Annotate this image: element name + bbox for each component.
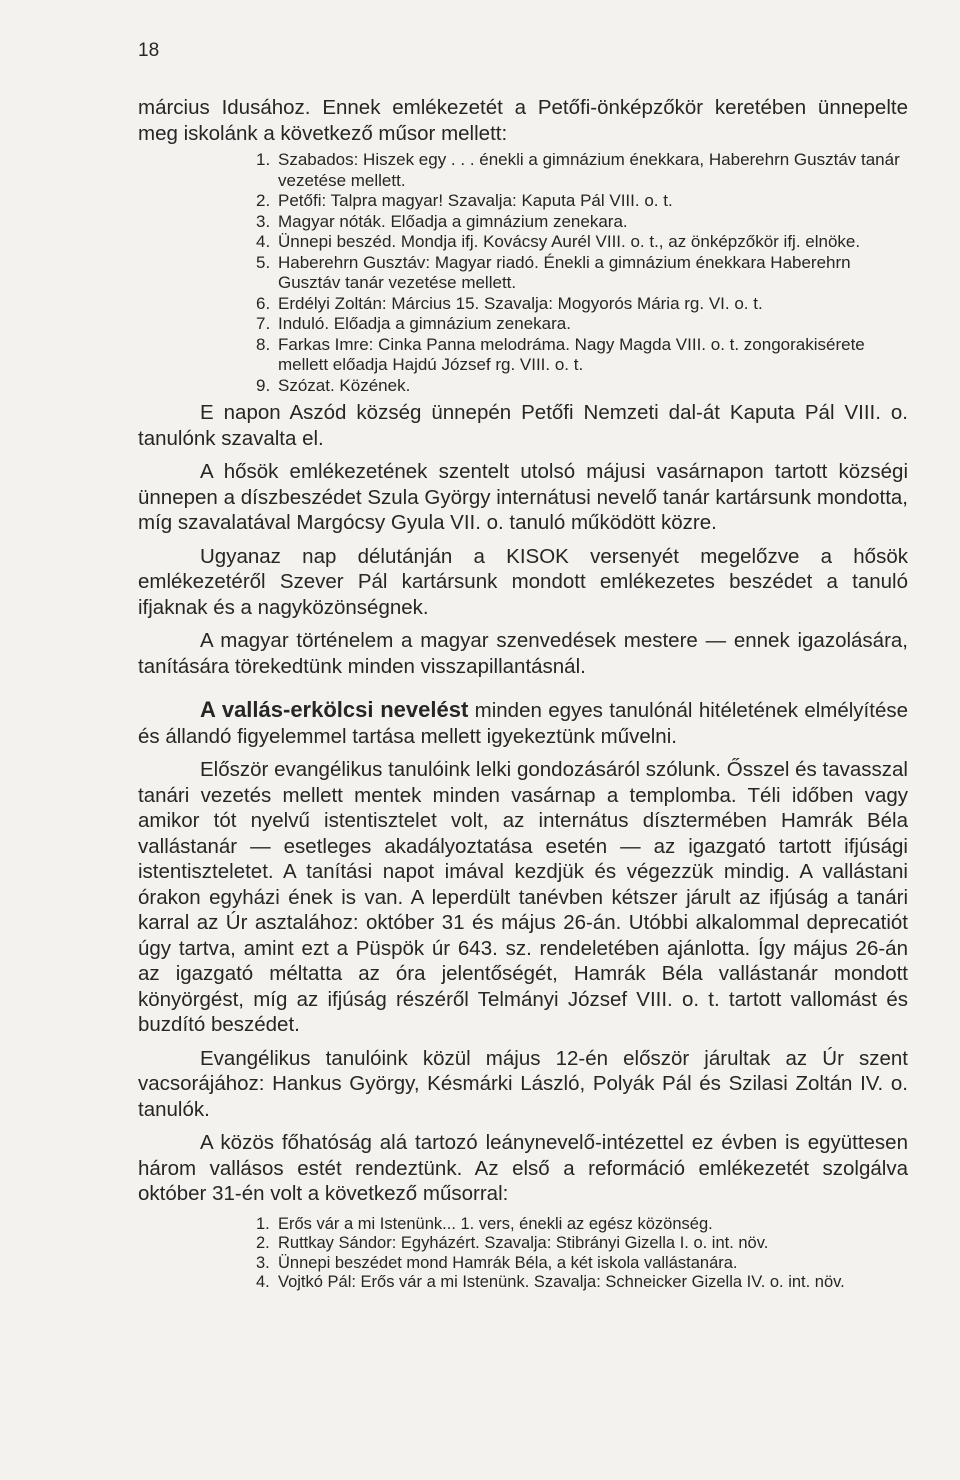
list-item — [256, 232, 908, 253]
item-text: Ünnepi beszéd. Mondja ifj. Kovácsy Aurél VIII. o. t., az önképzőkör ifj. elnöke. — [278, 232, 861, 251]
paragraph-history: A magyar történelem a magyar szenvedések mestere — ennek igazolására, tanítására törekedtünk minden visszapillantásnál. — [138, 629, 908, 678]
item-text: Vojtkó Pál: Erős vár a mi Istenünk. Szavalja: Schneicker Gizella IV. o. int. növ. — [278, 1273, 845, 1291]
list-item — [256, 335, 908, 376]
item-number: 4. — [256, 232, 271, 251]
item-number: 7. — [256, 314, 271, 333]
item-number: 8. — [256, 334, 271, 354]
section-heading: A vallás-erkölcsi nevelést — [200, 697, 469, 722]
item-text: Haberehrn Gusztáv: Magyar riadó. Énekli a gimnázium énekkara Haberehrn Gusztáv tanár vezetése mellett. — [278, 252, 851, 292]
paragraph-evangelical-care: Először evangélikus tanulóink lelki gondozásáról szólunk. Ősszel és tavasszal tanári vezetés mellett mentek minden vasárnap a templomba. Téli időben vagy amikor tót nyelvű istentisztelet volt, az internátus dísztermében Hamrák Béla vallástanár — esetleges akadályoztatása esetén — az igazgató tartott ifjúsági istentiszteletet. A tanítási napot imával kezdjük és végezzük mindig. A vallástani órakon egyházi ének is van. A leperdült tanévben kétszer járult az ifjúság a tanári karral az Úr asztalához: október 31 és május 26-án. Utóbbi alkalommal deprecatiót úgy tartva, amint ezt a Püspök úr 643. sz. rendeletében ajánlotta. Így május 26-án az igazgató méltatta az óra jelentőségét, Hamrák Béla vallástanár mondott könyörgést, míg az ifjúság részéről Telmányi József VIII. o. t. tartott vallomást és buzdító beszédet. — [138, 758, 908, 1036]
list-item — [256, 253, 908, 294]
list-item — [256, 1234, 908, 1254]
item-text: Ruttkay Sándor: Egyházért. Szavalja: Stibrányi Gizella I. o. int. növ. — [278, 1234, 769, 1252]
item-number: 3. — [256, 211, 271, 231]
paragraph-communion: Evangélikus tanulóink közül május 12-én először járultak az Úr szent vacsorájához: Hankus György, Késmárki László, Polyák Pál és Szilasi Zoltán IV. o. tanulók. — [138, 1046, 908, 1121]
item-text: Szabados: Hiszek egy . . . énekli a gimnázium énekkara, Haberehrn Gusztáv tanár vezetése mellett. — [278, 150, 900, 190]
intro-paragraph: március Idusához. Ennek emlékezetét a Petőfi-önképzőkör keretében ünnepelte meg iskolánk a következő műsor mellett: — [138, 96, 908, 145]
page-number: 18 — [138, 40, 160, 61]
item-number: 2. — [256, 1234, 270, 1252]
paragraph-religious-education — [138, 697, 908, 749]
item-number: 6. — [256, 293, 271, 313]
item-text: Erdélyi Zoltán: Március 15. Szavalja: Mogyorós Mária rg. VI. o. t. — [278, 293, 763, 313]
list-item — [256, 376, 908, 397]
item-text: Farkas Imre: Cinka Panna melodráma. Nagy Magda VIII. o. t. zongorakisérete mellett előadja Hajdú József rg. VIII. o. t. — [278, 334, 865, 374]
paragraph-kisok: Ugyanaz nap délutánján a KISOK versenyét megelőzve a hősök emlékezetéről Szever Pál kartársunk mondott emlékezetes beszédet a tanuló ifjaknak és a nagyközönségnek. — [138, 544, 908, 619]
list-item — [256, 212, 908, 233]
paragraph-religious-evenings: A közös főhatóság alá tartozó leánynevelő-intézettel ez évben is együttesen három vallásos estét rendeztünk. Az első a reformáció emlékezetét szolgálva október 31-én volt a következő műsorral: — [138, 1131, 908, 1205]
item-number: 1. — [256, 1214, 270, 1233]
item-text: Petőfi: Talpra magyar! Szavalja: Kaputa Pál VIII. o. t. — [278, 191, 673, 210]
item-text: Induló. Előadja a gimnázium zenekara. — [278, 314, 571, 333]
list-item — [256, 1215, 908, 1235]
list-item — [256, 150, 908, 191]
program-list-march — [138, 150, 908, 396]
item-number: 4. — [256, 1273, 270, 1291]
item-number: 9. — [256, 375, 271, 395]
list-item — [256, 1254, 908, 1274]
item-number: 5. — [256, 252, 271, 272]
paragraph-heroes-day: A hősök emlékezetének szentelt utolsó májusi vasárnapon tartott községi ünnepen a díszbeszédet Szula György internátusi nevelő tanár kartársunk mondotta, míg szavalatával Margócsy Gyula VII. o. tanuló működött közre. — [138, 460, 908, 534]
page-content — [138, 95, 908, 1293]
item-text: Magyar nóták. Előadja a gimnázium zenekara. — [278, 211, 628, 231]
section-heading-rest: minden egyes tanulónál hitéletének elmélyítése és állandó figyelemmel tartása mellett igyekeztünk művelni. — [138, 699, 909, 748]
item-number: 1. — [256, 150, 271, 169]
item-number: 3. — [256, 1253, 270, 1272]
item-number: 2. — [256, 191, 271, 210]
paragraph-petofi-recital: E napon Aszód község ünnepén Petőfi Nemzeti dal-át Kaputa Pál VIII. o. tanulónk szavalta el. — [138, 401, 908, 450]
item-text: Erős vár a mi Istenünk... 1. vers, énekli az egész közönség. — [278, 1214, 713, 1233]
list-item — [256, 1273, 908, 1293]
item-text: Szózat. Közének. — [278, 375, 411, 395]
program-list-reformation — [138, 1215, 908, 1293]
list-item — [256, 314, 908, 335]
list-item — [256, 294, 908, 315]
list-item — [256, 191, 908, 212]
item-text: Ünnepi beszédet mond Hamrák Béla, a két iskola vallástanára. — [278, 1253, 738, 1272]
